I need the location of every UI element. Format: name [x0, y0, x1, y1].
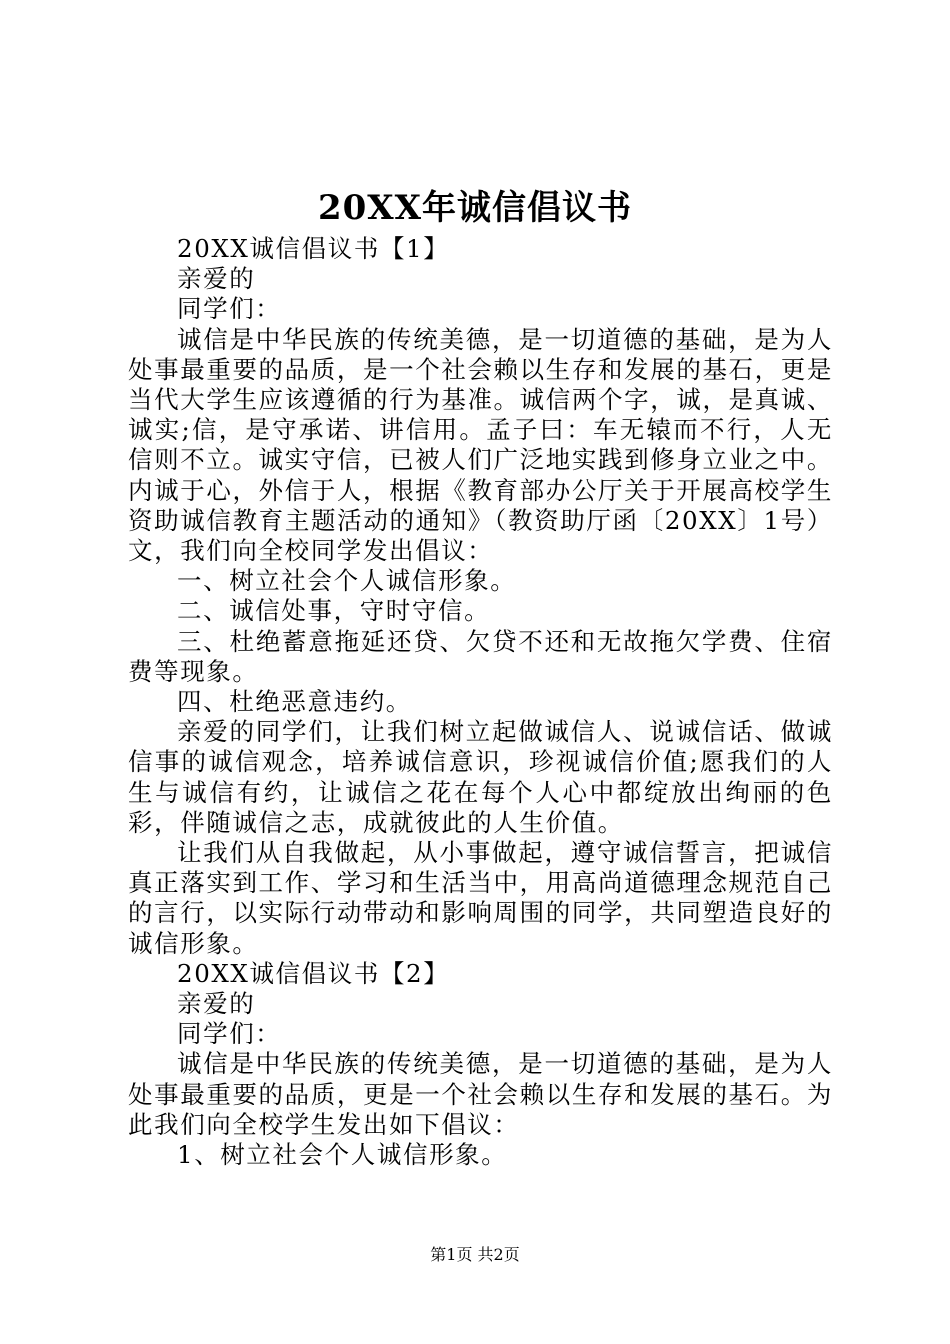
body-paragraph: 诚信是中华民族的传统美德，是一切道德的基础，是为人处事最重要的品质，更是一个社会赖以生存和发展的基石。为此我们向全校学生发出如下倡议： [128, 1049, 833, 1139]
section-heading: 20XX诚信倡议书【2】 [177, 958, 450, 988]
document-body [128, 234, 833, 1170]
proposal-item: 二、诚信处事，守时守信。 [177, 596, 491, 626]
proposal-item: 四、杜绝恶意违约。 [177, 687, 412, 717]
body-paragraph: 诚信是中华民族的传统美德，是一切道德的基础，是为人处事最重要的品质，是一个社会赖以生存和发展的基石，更是当代大学生应该遵循的行为基准。诚信两个字，诚，是真诚、诚实;信，是守承诺、讲信用。孟子曰：车无辕而不行，人无信则不立。诚实守信，已被人们广泛地实践到修身立业之中。内诚于心，外信于人，根据《教育部办公厅关于开展高校学生资助诚信教育主题活动的通知》（教资助厅函〔20XX〕1号）文，我们向全校同学发出倡议： [128, 324, 833, 566]
salutation-line: 同学们： [177, 294, 282, 324]
body-paragraph: 让我们从自我做起，从小事做起，遵守诚信誓言，把诚信真正落实到工作、学习和生活当中，用高尚道德理念规范自己的言行，以实际行动带动和影响周围的同学，共同塑造良好的诚信形象。 [128, 838, 833, 958]
document-title: 20XX年诚信倡议书 [317, 188, 633, 228]
section-heading: 20XX诚信倡议书【1】 [177, 234, 450, 263]
proposal-item: 一、树立社会个人诚信形象。 [177, 566, 517, 596]
salutation-line: 亲爱的 [177, 989, 256, 1019]
body-paragraph: 亲爱的同学们，让我们树立起做诚信人、说诚信话、做诚信事的诚信观念，培养诚信意识，珍视诚信价值;愿我们的人生与诚信有约，让诚信之花在每个人心中都绽放出绚丽的色彩，伴随诚信之志，成就彼此的人生价值。 [128, 717, 833, 837]
salutation-line: 亲爱的 [177, 264, 256, 294]
page-footer: 第1页 共2页 [430, 1245, 520, 1264]
salutation-line: 同学们： [177, 1019, 282, 1049]
proposal-item: 1、树立社会个人诚信形象。 [177, 1140, 508, 1170]
proposal-item: 三、杜绝蓄意拖延还贷、欠贷不还和无故拖欠学费、住宿费等现象。 [128, 626, 833, 686]
